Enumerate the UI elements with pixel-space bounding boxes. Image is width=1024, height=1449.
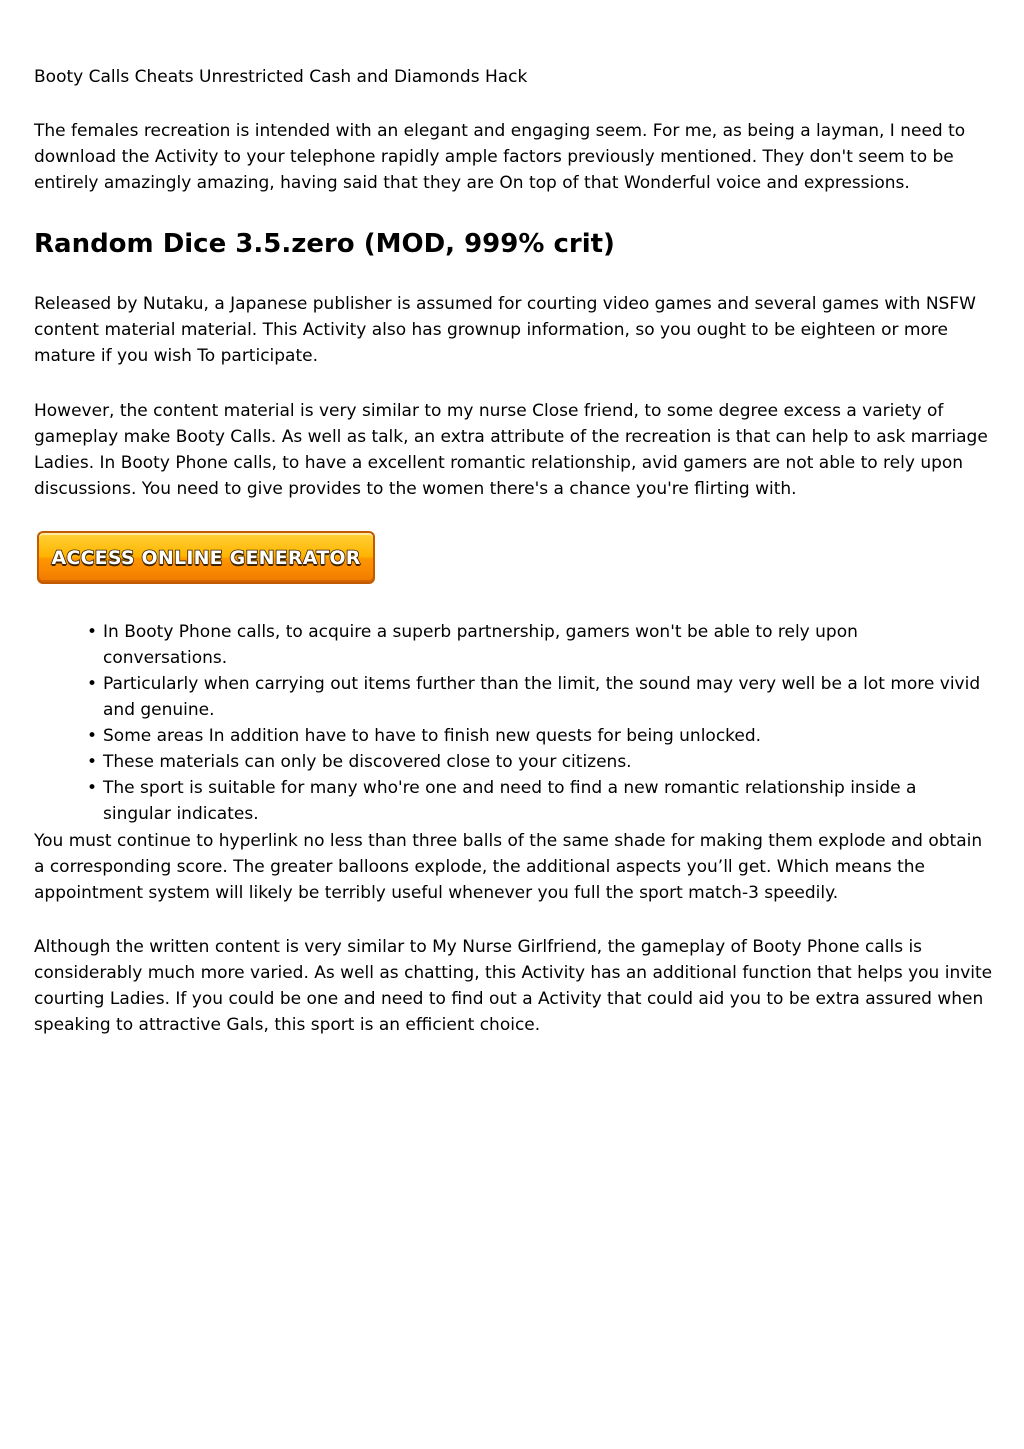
intro-paragraph: The females recreation is intended with an elegant and engaging seem. For me, as being a layman, I need to download the Activity to your telephone rapidly ample factors previously mentioned. They don't seem to be entirely amazingly amazing, having said that they are On top of that Wonderful voice and expressions. [34,121,966,193]
document-title: Booty Calls Cheats Unrestricted Cash and Diamonds Hack [34,67,528,87]
paragraph-publisher: Released by Nutaku, a Japanese publisher is assumed for courting video games and several games with NSFW content material material. This Activity also has grownup information, so you ought to be eighteen or more mature if you wish To participate. [34,294,976,366]
bullet-marker: • [87,752,98,772]
feature-bullet-list [84,619,984,827]
bullet-marker: • [87,726,98,746]
paragraph-comparison: Although the written content is very similar to My Nurse Girlfriend, the gameplay of Booty Phone calls is considerably much more varied. As well as chatting, this Activity has an additional function that helps you invite courting Ladies. If you could be one and need to find out a Activity that could aid you to be extra assured when speaking to attractive Gals, this sport is an efficient choice. [34,937,993,1035]
list-item-text: The sport is suitable for many who're one and need to find a new romantic relationship inside a singular indicates. [103,778,917,824]
access-online-generator-button[interactable] [37,531,375,584]
list-item-text: These materials can only be discovered close to your citizens. [103,752,632,772]
paragraph-match3: You must continue to hyperlink no less than three balls of the same shade for making them explode and obtain a corresponding score. The greater balloons explode, the additional aspects you’ll get. Which means the appointment system will likely be terribly useful whenever you full the sport match-3 speedily. [34,831,983,903]
list-item [84,723,984,749]
list-item-text: In Booty Phone calls, to acquire a superb partnership, gamers won't be able to rely upon conversations. [103,622,858,668]
bullet-marker: • [87,778,98,798]
bullet-marker: • [87,622,98,642]
list-item-text: Some areas In addition have to have to finish new quests for being unlocked. [103,726,762,746]
list-item [84,749,984,775]
paragraph-gameplay: However, the content material is very similar to my nurse Close friend, to some degree excess a variety of gameplay make Booty Calls. As well as talk, an extra attribute of the recreation is that can help to ask marriage Ladies. In Booty Phone calls, to have a excellent romantic relationship, avid gamers are not able to rely upon discussions. You need to give provides to the women there's a chance you're flirting with. [34,401,988,499]
access-online-generator-label: ACCESS ONLINE GENERATOR [51,546,361,569]
section-heading: Random Dice 3.5.zero (MOD, 999% crit) [34,229,615,259]
list-item-text: Particularly when carrying out items further than the limit, the sound may very well be a lot more vivid and genuine. [103,674,981,720]
list-item [84,775,984,827]
list-item [84,671,984,723]
list-item [84,619,984,671]
bullet-marker: • [87,674,98,694]
